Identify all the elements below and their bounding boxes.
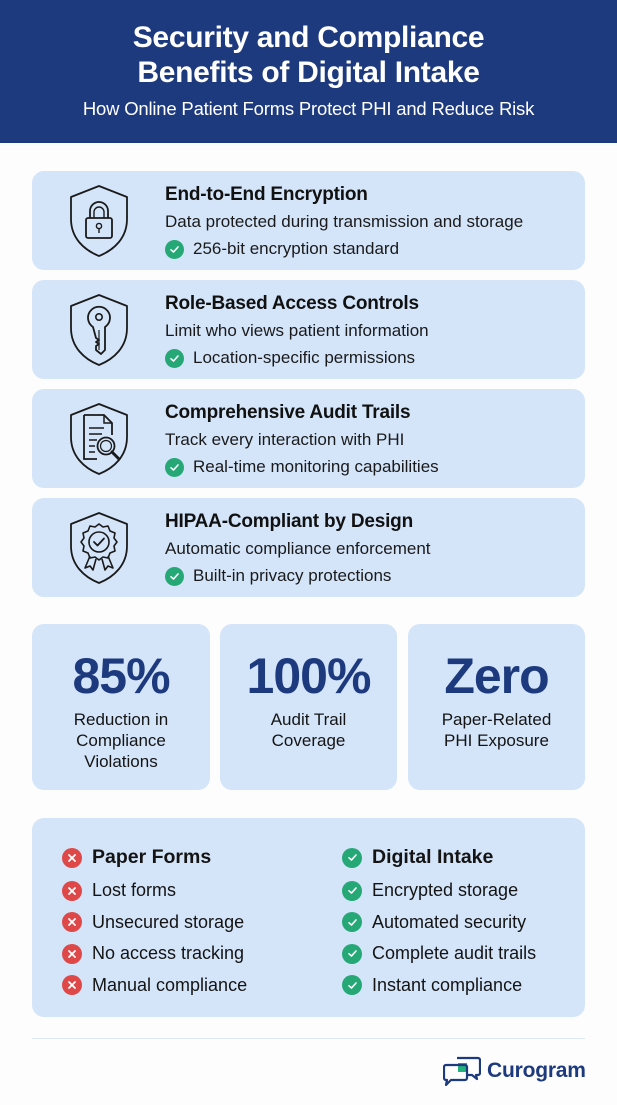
shield-award-badge-icon: [66, 510, 132, 586]
item-label: Automated security: [372, 911, 527, 932]
stat-value: 85%: [72, 648, 170, 704]
stat-label-line: Compliance: [76, 731, 166, 750]
stat-card-audit-coverage: [220, 624, 397, 790]
feature-check-label: Location-specific permissions: [193, 348, 416, 367]
title-line-1: Security and Compliance: [132, 21, 485, 54]
comparison-panel: [32, 818, 585, 1017]
chat-bubbles-logo-icon: [443, 1055, 481, 1087]
stat-label-line: PHI Exposure: [444, 731, 549, 750]
feature-card-hipaa: [32, 498, 585, 597]
feature-title: Comprehensive Audit Trails: [165, 402, 411, 423]
paper-item: [62, 970, 247, 1002]
check-circle-icon: [165, 458, 184, 477]
item-label: Unsecured storage: [92, 911, 245, 932]
column-heading: Paper Forms: [92, 846, 212, 868]
stat-label: [408, 709, 585, 751]
feature-card-access-controls: [32, 280, 585, 379]
check-circle-icon: [342, 975, 362, 995]
check-circle-icon: [342, 912, 362, 932]
feature-check-item: [165, 236, 523, 262]
feature-title: Role-Based Access Controls: [165, 293, 419, 314]
footer-divider: [32, 1038, 585, 1039]
check-circle-icon: [165, 240, 184, 259]
digital-intake-heading: [342, 840, 536, 875]
feature-description: Automatic compliance enforcement: [165, 539, 431, 558]
header-banner: [0, 0, 617, 143]
paper-forms-heading: [62, 840, 247, 875]
check-circle-icon: [342, 944, 362, 964]
check-circle-icon: [342, 881, 362, 901]
feature-check-item: [165, 454, 439, 480]
digital-item: [342, 907, 536, 939]
feature-check-label: Real-time monitoring capabilities: [193, 457, 439, 476]
brand-logo: [443, 1055, 586, 1087]
item-label: Encrypted storage: [372, 880, 519, 901]
feature-check-label: Built-in privacy protections: [193, 566, 392, 585]
stat-label: [220, 709, 397, 751]
feature-check-label: 256-bit encryption standard: [193, 239, 400, 258]
x-circle-icon: [62, 881, 82, 901]
column-heading: Digital Intake: [372, 846, 494, 868]
paper-item: [62, 875, 247, 907]
title-line-2: Benefits of Digital Intake: [137, 56, 480, 89]
item-label: Instant compliance: [372, 974, 523, 995]
x-circle-icon: [62, 944, 82, 964]
digital-item: [342, 875, 536, 907]
stat-label-line: Audit Trail: [270, 710, 347, 729]
stat-label-line: Violations: [84, 752, 158, 771]
stat-label: [32, 709, 210, 772]
x-circle-icon: [62, 848, 82, 868]
page-subtitle: How Online Patient Forms Protect PHI and Reduce Risk: [82, 98, 535, 119]
digital-intake-column: [342, 840, 536, 1001]
digital-item: [342, 938, 536, 970]
stat-label-line: Paper-Related: [441, 710, 552, 729]
shield-document-search-icon: [66, 401, 132, 477]
feature-card-audit-trails: [32, 389, 585, 488]
item-label: Manual compliance: [92, 974, 248, 995]
paper-forms-column: [62, 840, 247, 1001]
stat-value: 100%: [246, 648, 371, 704]
feature-check-item: [165, 563, 431, 589]
feature-description: Track every interaction with PHI: [165, 430, 405, 449]
page-title: [0, 20, 617, 90]
feature-title: End-to-End Encryption: [165, 184, 368, 205]
stat-value: Zero: [444, 648, 549, 704]
paper-item: [62, 938, 247, 970]
stat-card-violations: [32, 624, 210, 790]
shield-key-icon: [66, 292, 132, 368]
feature-check-item: [165, 345, 429, 371]
item-label: Lost forms: [92, 880, 177, 901]
item-label: Complete audit trails: [372, 943, 537, 964]
check-circle-icon: [165, 567, 184, 586]
paper-item: [62, 907, 247, 939]
digital-item: [342, 970, 536, 1002]
feature-description: Limit who views patient information: [165, 321, 429, 340]
check-circle-icon: [165, 349, 184, 368]
brand-name: Curogram: [487, 1059, 586, 1082]
stat-label-line: Coverage: [271, 731, 346, 750]
shield-lock-icon: [66, 183, 132, 259]
check-circle-icon: [342, 848, 362, 868]
feature-card-encryption: [32, 171, 585, 270]
feature-title: HIPAA-Compliant by Design: [165, 511, 413, 532]
x-circle-icon: [62, 975, 82, 995]
stat-label-line: Reduction in: [73, 710, 169, 729]
feature-description: Data protected during transmission and storage: [165, 212, 524, 231]
stat-card-phi-exposure: [408, 624, 585, 790]
item-label: No access tracking: [92, 943, 245, 964]
x-circle-icon: [62, 912, 82, 932]
